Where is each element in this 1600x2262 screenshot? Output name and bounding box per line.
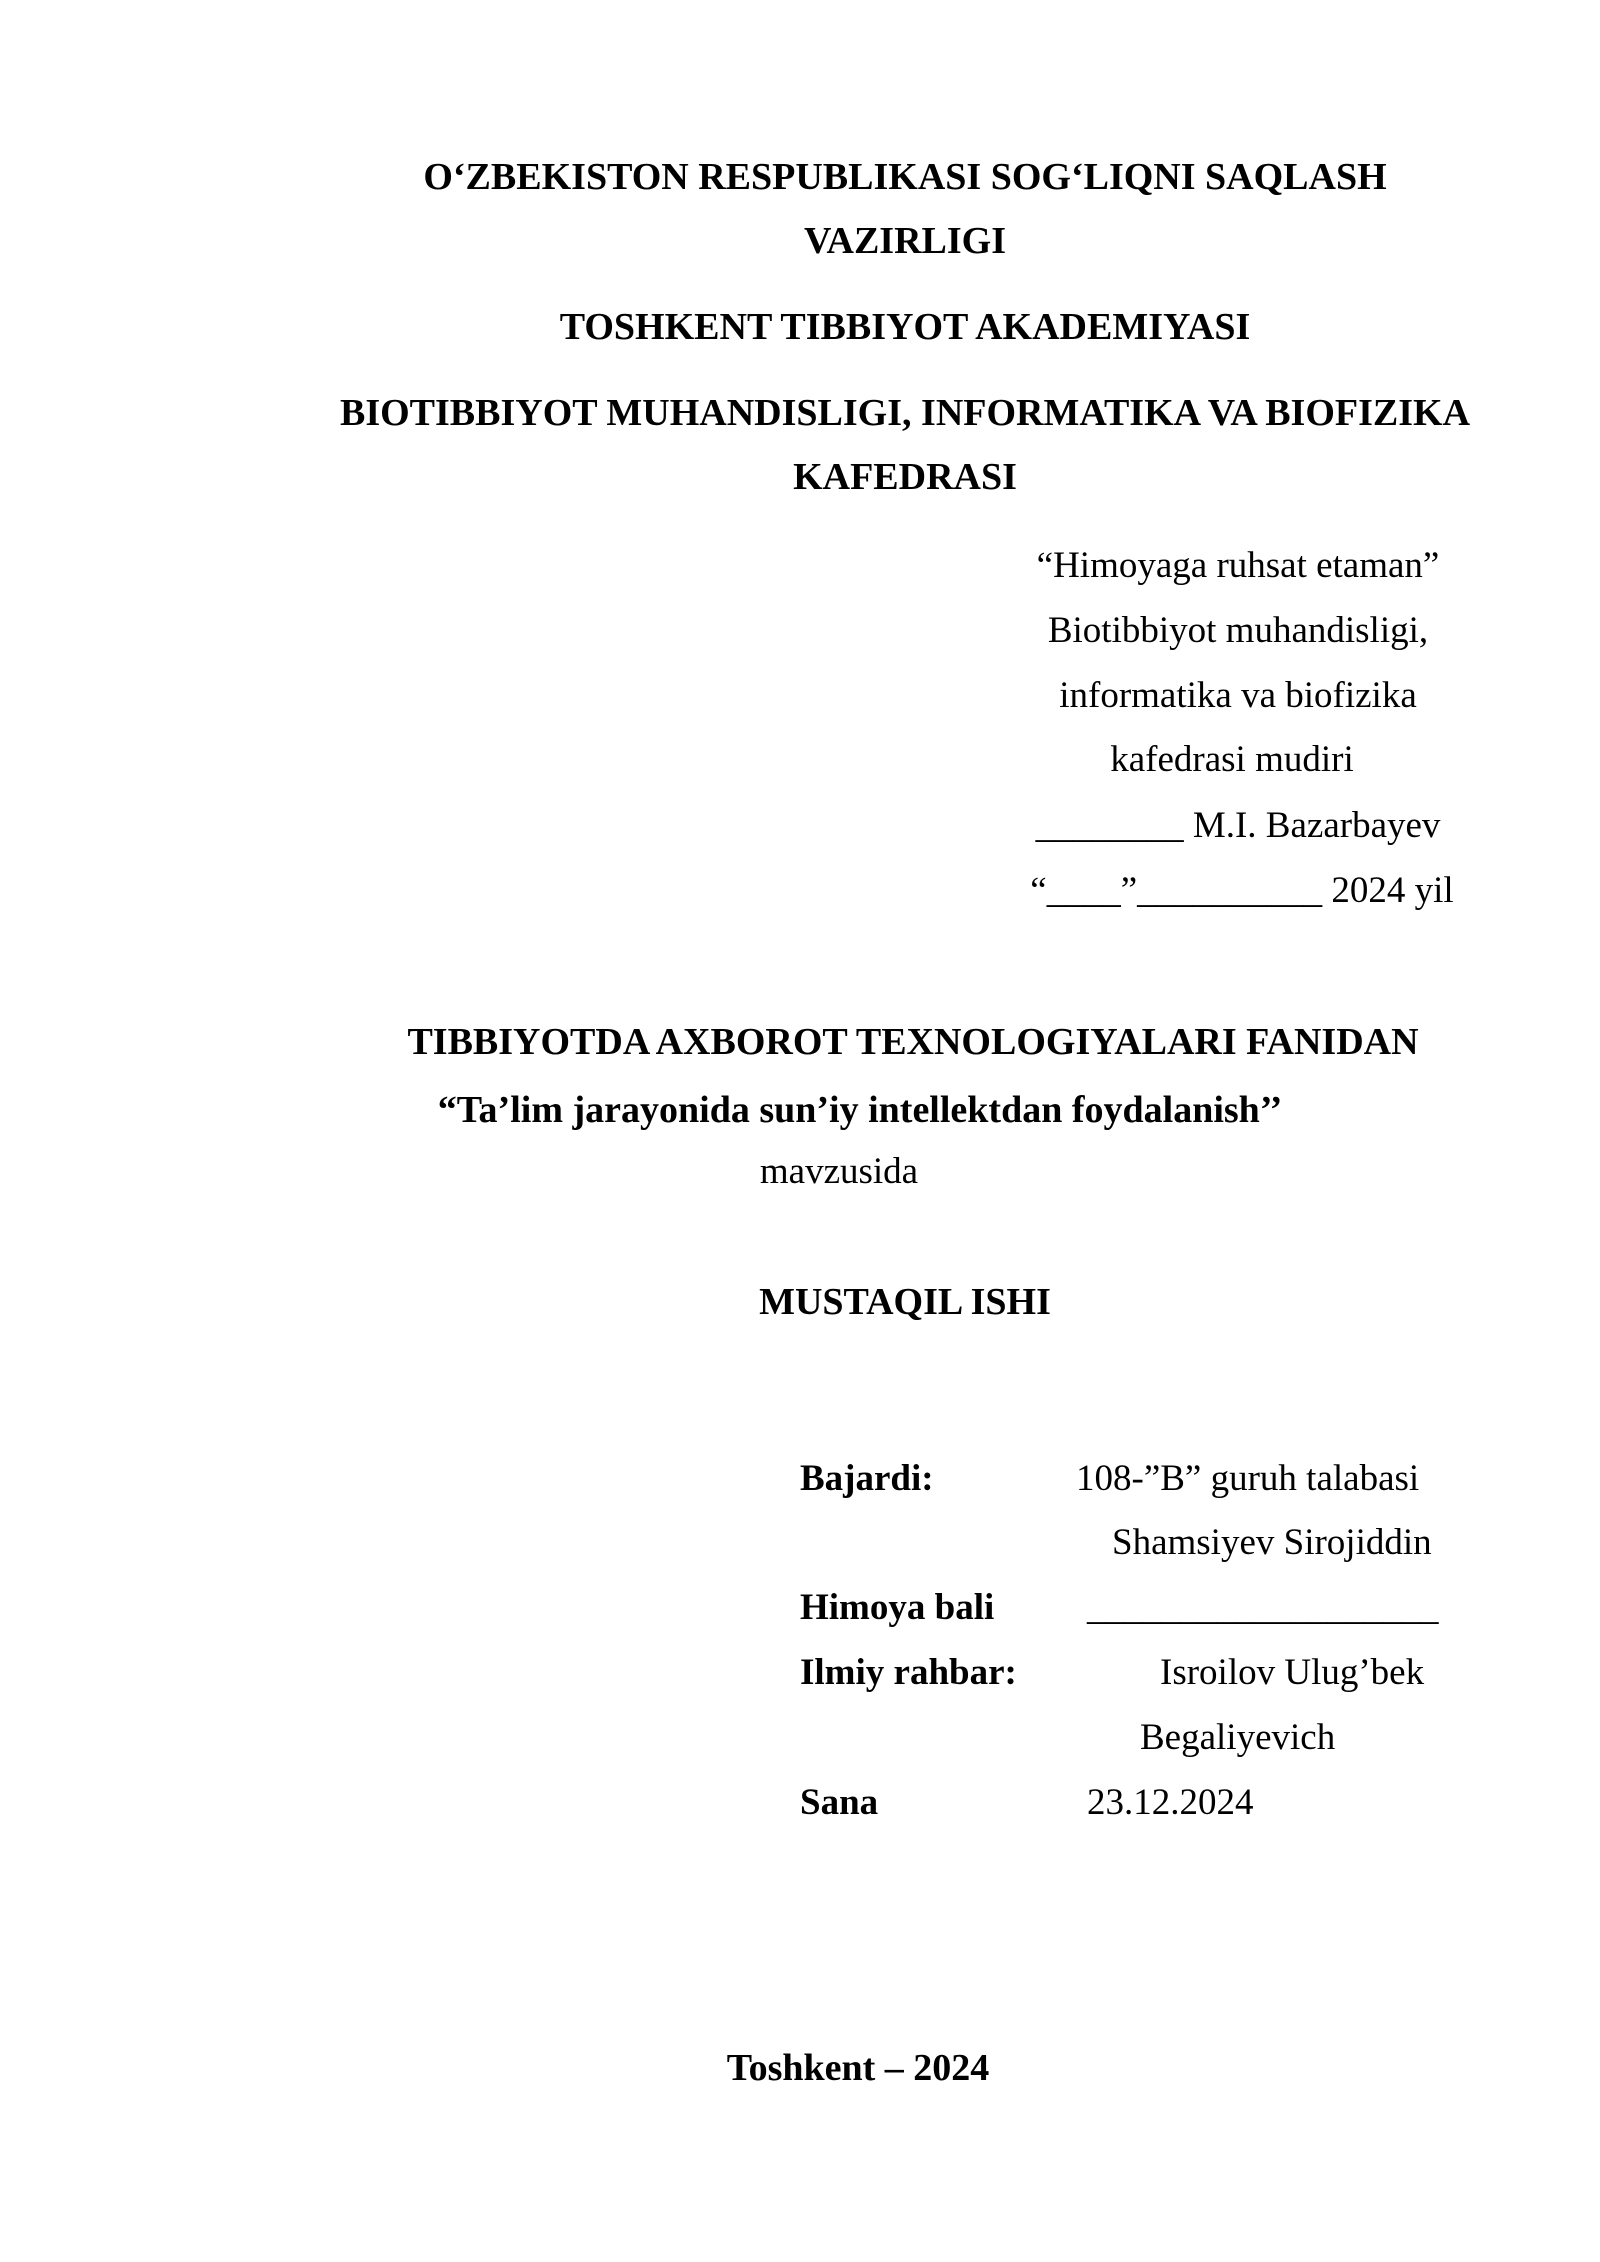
approval-line4: kafedrasi mudiri (1110, 739, 1354, 780)
approval-date: “____”__________ 2024 yil (1030, 870, 1454, 911)
performed-value-group: 108-”B” guruh talabasi (1076, 1458, 1420, 1499)
department-title-line2: KAFEDRASI (793, 456, 1017, 498)
approval-line3: informatika va biofizika (1059, 675, 1417, 716)
approval-line2: Biotibbiyot muhandisligi, (1047, 610, 1429, 651)
work-type-title: MUSTAQIL ISHI (759, 1281, 1051, 1323)
supervisor-label: Ilmiy rahbar: (800, 1652, 1017, 1693)
date-value: 23.12.2024 (1087, 1782, 1254, 1823)
grade-value: ___________________ (1087, 1587, 1439, 1628)
topic-title: “Ta’lim jarayonida sun’iy intellektdan foydalanish’’ (437, 1089, 1283, 1131)
supervisor-value-line1: Isroilov Ulug’bek (1160, 1652, 1425, 1693)
subject-title: TIBBIYOTDA AXBOROT TEXNOLOGIYALARI FANIDAN (407, 1021, 1419, 1063)
academy-title: TOSHKENT TIBBIYOT AKADEMIYASI (559, 306, 1251, 348)
approval-signature: ________ M.I. Bazarbayev (1035, 805, 1441, 846)
performed-value-name: Shamsiyev Sirojiddin (1112, 1522, 1432, 1563)
ministry-title-line2: VAZIRLIGI (803, 220, 1007, 262)
supervisor-value-line2: Begaliyevich (1140, 1717, 1336, 1758)
department-title-line1: BIOTIBBIYOT MUHANDISLIGI, INFORMATIKA VA BIOFIZIKA (339, 392, 1471, 434)
date-label: Sana (800, 1782, 879, 1823)
performed-label: Bajardi: (800, 1458, 934, 1499)
place-year: Toshkent – 2024 (726, 2047, 990, 2089)
topic-suffix: mavzusida (759, 1151, 919, 1192)
ministry-title-line1: O‘ZBEKISTON RESPUBLIKASI SOG‘LIQNI SAQLASH (423, 156, 1387, 198)
grade-label: Himoya bali (800, 1587, 995, 1628)
approval-line1: “Himoyaga ruhsat etaman” (1036, 545, 1440, 586)
